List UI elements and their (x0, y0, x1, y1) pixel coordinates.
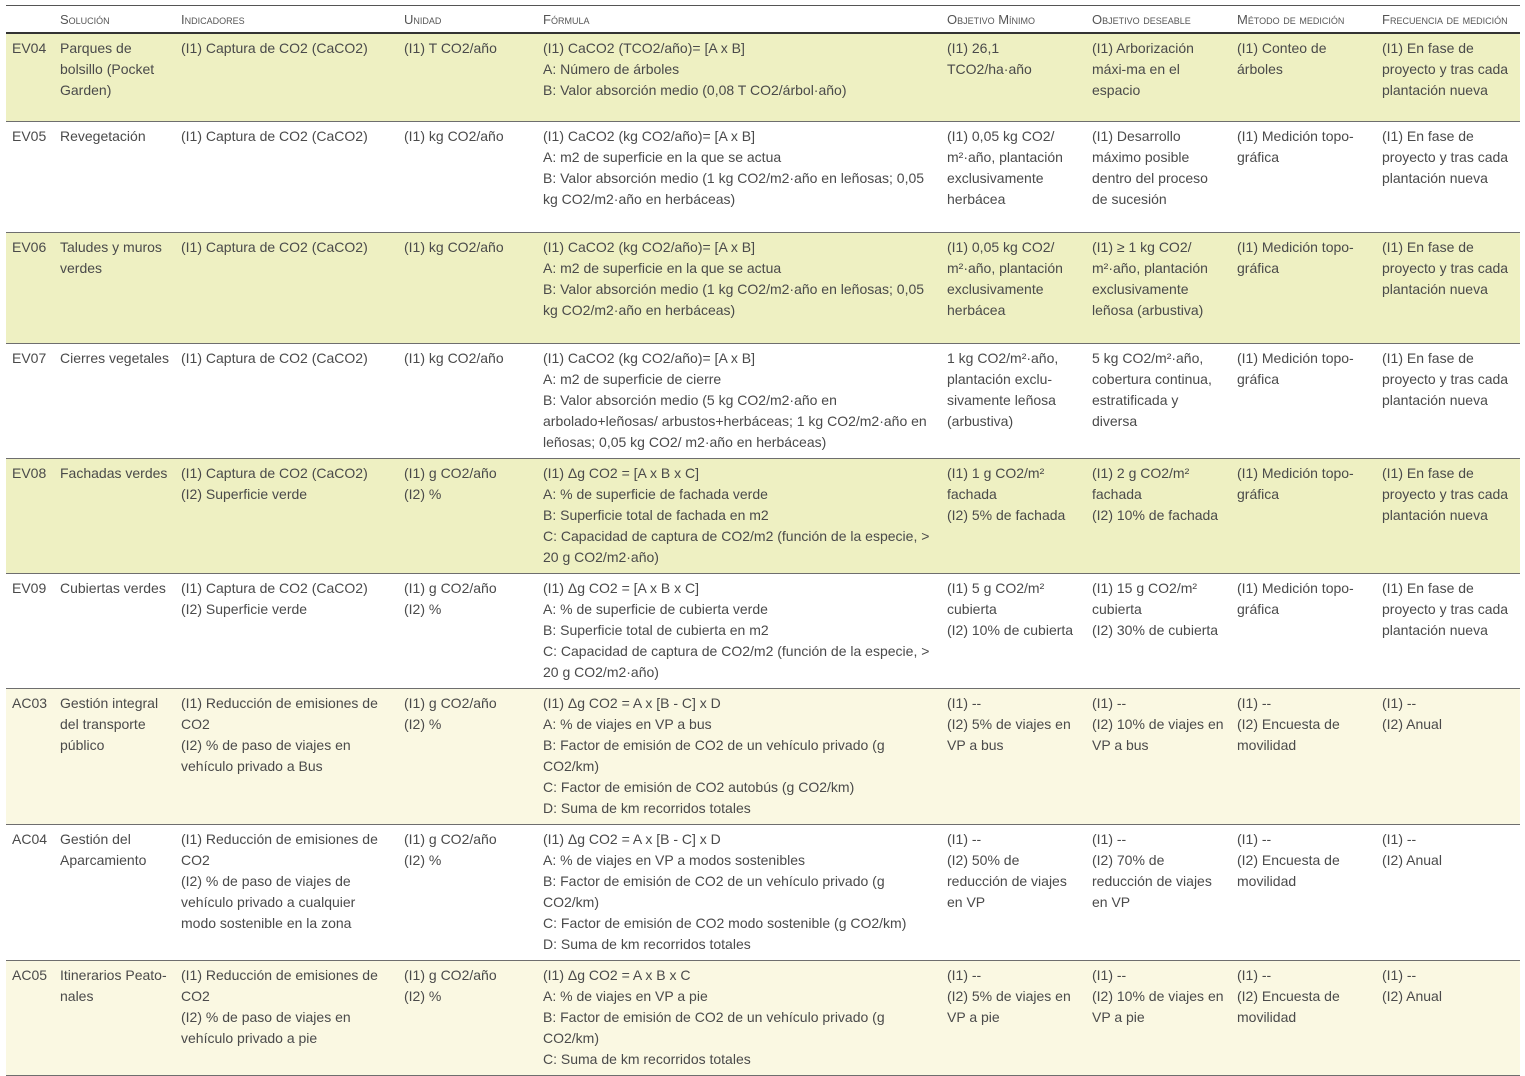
cell-line: (I1) Δg CO2 = A x B x C (543, 967, 691, 983)
cell-unit (398, 825, 537, 961)
cell-formula (537, 825, 941, 961)
cell-frequency (1376, 233, 1520, 344)
cell-line: (I1) Captura de CO2 (CaCO2) (181, 350, 368, 366)
cell-line: (I1) En fase de proyecto y tras cada plantación nueva (1382, 128, 1509, 186)
cell-line: A: % de superficie de fachada verde (543, 486, 768, 502)
cell-min-target (941, 122, 1086, 233)
cell-frequency (1376, 689, 1520, 825)
cell-line: (I1) -- (1382, 695, 1417, 711)
cell-line: (I1) g CO2/año (404, 967, 497, 983)
cell-line: (I2) 50% de reducción de viajes en VP (947, 852, 1067, 910)
cell-line: (I1) Captura de CO2 (CaCO2) (181, 239, 368, 255)
cell-line: B: Valor absorción medio (1 kg CO2/m2·año en leñosas; 0,05 kg CO2/m2·año en herbáceas) (543, 170, 925, 207)
cell-line: (I2) 5% de fachada (947, 507, 1066, 523)
cell-line: (I1) -- (947, 831, 982, 847)
cell-line: (I1) 15 g CO2/m² cubierta (1092, 580, 1198, 617)
cell-formula (537, 233, 941, 344)
cell-method (1231, 825, 1376, 961)
header-desired-target: Objetivo deseable (1092, 11, 1191, 27)
cell-line: A: m2 de superficie en la que se actua (543, 260, 782, 276)
cell-solution: Parques de bolsillo (Pocket Garden) (54, 33, 175, 122)
cell-line: (I1) En fase de proyecto y tras cada plantación nueva (1382, 40, 1509, 98)
cell-min-target (941, 574, 1086, 689)
cell-line: B: Factor de emisión de CO2 de un vehículo privado (g CO2/km) (543, 737, 885, 774)
cell-formula (537, 574, 941, 689)
cell-line: (I1) Captura de CO2 (CaCO2) (181, 465, 368, 481)
cell-line: (I2) Encuesta de movilidad (1237, 988, 1340, 1025)
header-unit: Unidad (404, 11, 442, 27)
cell-line: B: Superficie total de fachada en m2 (543, 507, 769, 523)
cell-indicators (175, 689, 398, 825)
cell-line: (I1) -- (1382, 967, 1417, 983)
cell-code: AC03 (6, 689, 54, 825)
cell-indicators (175, 574, 398, 689)
cell-line: (I1) Captura de CO2 (CaCO2) (181, 40, 368, 56)
cell-line: (I1) 0,05 kg CO2/ m²·año, plantación exclusivamente herbácea (947, 239, 1063, 318)
cell-method (1231, 122, 1376, 233)
cell-line: (I1) -- (1092, 967, 1127, 983)
cell-line: (I1) Conteo de árboles (1237, 40, 1327, 77)
cell-formula (537, 689, 941, 825)
header-min-target: Objetivo Mínimo (947, 11, 1036, 27)
cell-solution: Cierres vegetales (54, 344, 175, 459)
cell-line: (I1) Δg CO2 = [A x B x C] (543, 580, 700, 596)
cell-min-target (941, 344, 1086, 459)
cell-line: (I1) Reducción de emisiones de CO2 (181, 695, 378, 732)
cell-line: C: Factor de emisión de CO2 autobús (g CO2/km) (543, 779, 855, 795)
cell-desired-target (1086, 825, 1231, 961)
cell-indicators (175, 233, 398, 344)
cell-line: (I1) 5 g CO2/m² cubierta (947, 580, 1045, 617)
cell-min-target (941, 961, 1086, 1076)
cell-indicators (175, 122, 398, 233)
cell-line: (I1) Medición topo-gráfica (1237, 128, 1354, 165)
cell-line: (I1) -- (1382, 831, 1417, 847)
cell-line: (I2) Anual (1382, 716, 1442, 732)
cell-line: (I2) Anual (1382, 852, 1442, 868)
cell-code: AC05 (6, 961, 54, 1076)
cell-formula (537, 33, 941, 122)
cell-min-target (941, 825, 1086, 961)
cell-line: (I1) ≥ 1 kg CO2/ m²·año, plantación exclusivamente leñosa (arbustiva) (1092, 239, 1208, 318)
table-header (6, 6, 1520, 34)
cell-line: (I1) Medición topo-gráfica (1237, 239, 1354, 276)
cell-line: (I1) Captura de CO2 (CaCO2) (181, 580, 368, 596)
cell-solution: Gestión del Aparcamiento (54, 825, 175, 961)
cell-line: (I1) Captura de CO2 (CaCO2) (181, 128, 368, 144)
cell-line: (I2) Encuesta de movilidad (1237, 852, 1340, 889)
cell-method (1231, 33, 1376, 122)
table-row (6, 689, 1520, 825)
cell-method (1231, 961, 1376, 1076)
cell-line: (I1) Reducción de emisiones de CO2 (181, 967, 378, 1004)
cell-line: (I1) Δg CO2 = A x [B - C] x D (543, 695, 721, 711)
table-row (6, 33, 1520, 122)
cell-line: (I1) En fase de proyecto y tras cada plantación nueva (1382, 465, 1509, 523)
cell-frequency (1376, 33, 1520, 122)
table-row (6, 961, 1520, 1076)
cell-min-target (941, 689, 1086, 825)
cell-line: (I1) -- (1237, 967, 1272, 983)
cell-line: (I1) kg CO2/año (404, 239, 504, 255)
cell-line: B: Superficie total de cubierta en m2 (543, 622, 769, 638)
cell-indicators (175, 459, 398, 574)
cell-frequency (1376, 344, 1520, 459)
cell-line: (I2) % (404, 852, 442, 868)
cell-line: (I2) 5% de viajes en VP a bus (947, 716, 1071, 753)
cell-solution: Revegetación (54, 122, 175, 233)
header-method: Método de medición (1237, 11, 1345, 27)
cell-line: (I1) -- (1237, 831, 1272, 847)
cell-line: C: Capacidad de captura de CO2/m2 (función de la especie, > 20 g CO2/m2·año) (543, 528, 930, 565)
cell-line: A: % de viajes en VP a modos sostenibles (543, 852, 806, 868)
cell-indicators (175, 33, 398, 122)
cell-code: EV09 (6, 574, 54, 689)
cell-line: 5 kg CO2/m²·año, cobertura continua, estratificada y diversa (1092, 350, 1212, 429)
cell-desired-target (1086, 344, 1231, 459)
cell-line: A: m2 de superficie en la que se actua (543, 149, 782, 165)
cell-indicators (175, 825, 398, 961)
cell-indicators (175, 961, 398, 1076)
cell-line: (I1) Δg CO2 = A x [B - C] x D (543, 831, 721, 847)
cell-line: (I2) 10% de viajes en VP a bus (1092, 716, 1224, 753)
cell-min-target (941, 459, 1086, 574)
cell-line: (I1) -- (1092, 695, 1127, 711)
cell-line: B: Valor absorción medio (1 kg CO2/m2·año en leñosas; 0,05 kg CO2/m2·año en herbáceas) (543, 281, 925, 318)
cell-solution: Fachadas verdes (54, 459, 175, 574)
cell-code: EV07 (6, 344, 54, 459)
cell-line: (I1) -- (1237, 695, 1272, 711)
cell-solution: Gestión integral del transporte público (54, 689, 175, 825)
cell-min-target (941, 33, 1086, 122)
cell-method (1231, 459, 1376, 574)
cell-code: EV08 (6, 459, 54, 574)
cell-desired-target (1086, 122, 1231, 233)
cell-line: (I2) % (404, 716, 442, 732)
table-row (6, 122, 1520, 233)
cell-frequency (1376, 825, 1520, 961)
cell-line: (I2) % de paso de viajes en vehículo privado a pie (181, 1009, 351, 1046)
cell-code: EV05 (6, 122, 54, 233)
cell-solution: Taludes y muros verdes (54, 233, 175, 344)
cell-line: (I1) 2 g CO2/m² fachada (1092, 465, 1190, 502)
cell-line: (I1) Medición topo-gráfica (1237, 350, 1354, 387)
cell-line: (I1) 26,1 TCO2/ha·año (947, 40, 1032, 77)
cell-line: (I2) % de paso de viajes en vehículo privado a Bus (181, 737, 351, 774)
cell-line: (I1) Medición topo-gráfica (1237, 465, 1354, 502)
cell-unit (398, 961, 537, 1076)
cell-solution: Itinerarios Peato-nales (54, 961, 175, 1076)
cell-method (1231, 689, 1376, 825)
header-solution: Solución (60, 11, 110, 27)
cell-desired-target (1086, 961, 1231, 1076)
table-row (6, 825, 1520, 961)
cell-line: (I1) CaCO2 (TCO2/año)= [A x B] (543, 40, 745, 56)
cell-line: A: % de superficie de cubierta verde (543, 601, 768, 617)
cell-line: A: m2 de superficie de cierre (543, 371, 722, 387)
cell-line: B: Valor absorción medio (0,08 T CO2/árbol·año) (543, 82, 847, 98)
cell-unit (398, 689, 537, 825)
cell-line: C: Factor de emisión de CO2 modo sostenible (g CO2/km) (543, 915, 907, 931)
cell-line: (I2) Encuesta de movilidad (1237, 716, 1340, 753)
cell-line: (I2) % (404, 988, 442, 1004)
cell-desired-target (1086, 33, 1231, 122)
cell-unit (398, 33, 537, 122)
cell-line: (I1) kg CO2/año (404, 350, 504, 366)
cell-unit (398, 233, 537, 344)
cell-line: (I1) CaCO2 (kg CO2/año)= [A x B] (543, 239, 756, 255)
cell-line: (I1) kg CO2/año (404, 128, 504, 144)
cell-unit (398, 344, 537, 459)
header-row (6, 6, 1520, 34)
cell-line: D: Suma de km recorridos totales (543, 800, 751, 816)
header-indicators: Indicadores (181, 11, 245, 27)
cell-line: B: Factor de emisión de CO2 de un vehículo privado (g CO2/km) (543, 1009, 885, 1046)
indicators-table (6, 5, 1520, 1076)
cell-desired-target (1086, 689, 1231, 825)
table-body (6, 33, 1520, 1076)
cell-line: (I1) 1 g CO2/m² fachada (947, 465, 1045, 502)
cell-line: (I2) 10% de viajes en VP a pie (1092, 988, 1224, 1025)
cell-line: (I1) CaCO2 (kg CO2/año)= [A x B] (543, 128, 756, 144)
cell-line: (I2) 5% de viajes en VP a pie (947, 988, 1071, 1025)
cell-line: (I2) 10% de cubierta (947, 622, 1074, 638)
cell-formula (537, 961, 941, 1076)
header-frequency: Frecuencia de medición (1382, 11, 1508, 27)
cell-line: (I2) % de paso de viajes de vehículo privado a cualquier modo sostenible en la zona (181, 873, 356, 931)
cell-line: (I2) Anual (1382, 988, 1442, 1004)
cell-formula (537, 122, 941, 233)
cell-line: (I2) % (404, 601, 442, 617)
cell-code: AC04 (6, 825, 54, 961)
table-row (6, 574, 1520, 689)
cell-line: C: Capacidad de captura de CO2/m2 (función de la especie, > 20 g CO2/m2·año) (543, 643, 930, 680)
cell-frequency (1376, 574, 1520, 689)
cell-line: 1 kg CO2/m²·año, plantación exclu-sivamente leñosa (arbustiva) (947, 350, 1059, 429)
cell-line: A: Número de árboles (543, 61, 680, 77)
cell-method (1231, 233, 1376, 344)
cell-line: (I1) -- (947, 967, 982, 983)
cell-formula (537, 344, 941, 459)
cell-line: (I1) CaCO2 (kg CO2/año)= [A x B] (543, 350, 756, 366)
cell-unit (398, 122, 537, 233)
cell-unit (398, 574, 537, 689)
cell-indicators (175, 344, 398, 459)
cell-desired-target (1086, 459, 1231, 574)
cell-line: (I1) En fase de proyecto y tras cada plantación nueva (1382, 350, 1509, 408)
cell-formula (537, 459, 941, 574)
cell-line: (I2) Superficie verde (181, 486, 308, 502)
cell-line: (I1) En fase de proyecto y tras cada plantación nueva (1382, 580, 1509, 638)
cell-desired-target (1086, 574, 1231, 689)
cell-line: (I2) Superficie verde (181, 601, 308, 617)
cell-frequency (1376, 122, 1520, 233)
cell-min-target (941, 233, 1086, 344)
cell-line: D: Suma de km recorridos totales (543, 936, 751, 952)
cell-code: EV04 (6, 33, 54, 122)
cell-line: B: Valor absorción medio (5 kg CO2/m2·año en arbolado+leñosas/ arbustos+herbáceas; 1 kg CO2/m2·año en leñosas; 0,05 kg CO2/ m2·año en herbáceas) (543, 392, 927, 450)
cell-line: (I1) -- (1092, 831, 1127, 847)
cell-line: (I1) -- (947, 695, 982, 711)
cell-method (1231, 344, 1376, 459)
cell-line: (I2) 70% de reducción de viajes en VP (1092, 852, 1212, 910)
cell-unit (398, 459, 537, 574)
table-row (6, 459, 1520, 574)
cell-line: (I2) % (404, 486, 442, 502)
table-row (6, 233, 1520, 344)
cell-line: A: % de viajes en VP a pie (543, 988, 708, 1004)
cell-line: (I2) 10% de fachada (1092, 507, 1219, 523)
cell-method (1231, 574, 1376, 689)
header-formula: Fórmula (543, 11, 590, 27)
cell-code: EV06 (6, 233, 54, 344)
cell-line: (I2) 30% de cubierta (1092, 622, 1219, 638)
cell-line: (I1) En fase de proyecto y tras cada plantación nueva (1382, 239, 1509, 297)
cell-line: (I1) Δg CO2 = [A x B x C] (543, 465, 700, 481)
cell-line: (I1) g CO2/año (404, 831, 497, 847)
cell-solution: Cubiertas verdes (54, 574, 175, 689)
cell-desired-target (1086, 233, 1231, 344)
cell-line: (I1) g CO2/año (404, 465, 497, 481)
cell-line: (I1) g CO2/año (404, 580, 497, 596)
table-row (6, 344, 1520, 459)
header-code (6, 6, 54, 34)
cell-line: (I1) Medición topo-gráfica (1237, 580, 1354, 617)
cell-line: (I1) Desarrollo máximo posible dentro del proceso de sucesión (1092, 128, 1208, 207)
cell-line: A: % de viajes en VP a bus (543, 716, 712, 732)
cell-line: (I1) 0,05 kg CO2/ m²·año, plantación exclusivamente herbácea (947, 128, 1063, 207)
cell-frequency (1376, 961, 1520, 1076)
cell-line: (I1) Reducción de emisiones de CO2 (181, 831, 378, 868)
cell-line: (I1) Arborización máxi-ma en el espacio (1092, 40, 1194, 98)
cell-line: (I1) g CO2/año (404, 695, 497, 711)
cell-line: C: Suma de km recorridos totales (543, 1051, 751, 1067)
cell-frequency (1376, 459, 1520, 574)
cell-line: B: Factor de emisión de CO2 de un vehículo privado (g CO2/km) (543, 873, 885, 910)
cell-line: (I1) T CO2/año (404, 40, 497, 56)
